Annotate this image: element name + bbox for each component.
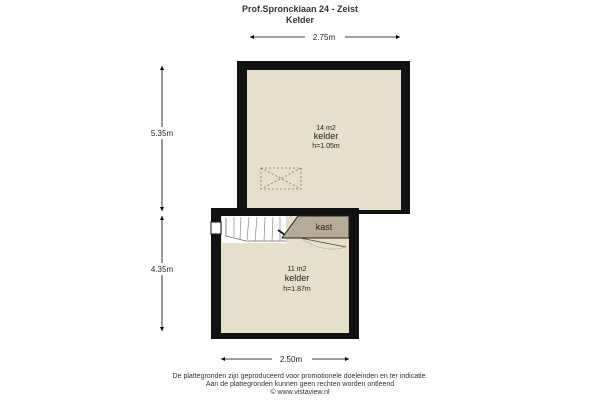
lower-height-label: 4.35m xyxy=(150,265,174,274)
upper-room-height: h=1.05m xyxy=(312,143,340,150)
upper-height-label: 5.35m xyxy=(150,129,174,138)
plan-subtitle: Kelder xyxy=(285,15,314,25)
bottom-width-label: 2.50m xyxy=(279,355,303,364)
upper-room-area: 14 m2 xyxy=(316,125,336,132)
lower-room-name: kelder xyxy=(284,273,310,283)
disclaimer-line-1: De plattegronden zijn geproduceerd voor promotionele doeleinden en ter indicatie. xyxy=(172,373,428,380)
dimension-upper-height xyxy=(143,66,181,211)
plan-title: Prof.Spronckiaan 24 - Zeist xyxy=(241,4,359,14)
top-width-label: 2.75m xyxy=(312,33,336,42)
lower-room-height: h=1.87m xyxy=(283,286,311,293)
storage-label: kast xyxy=(315,222,333,232)
disclaimer-line-2: Aan de plattegronden kunnen geen rechten worden ontleend xyxy=(205,381,395,388)
upper-room-name: kelder xyxy=(313,131,339,141)
lower-room-area: 11 m2 xyxy=(287,266,307,273)
staircase xyxy=(222,216,288,243)
staircase-area xyxy=(222,216,286,243)
copyright-link[interactable]: © www.vistaview.nl xyxy=(270,389,330,396)
wall-notch xyxy=(211,222,221,234)
